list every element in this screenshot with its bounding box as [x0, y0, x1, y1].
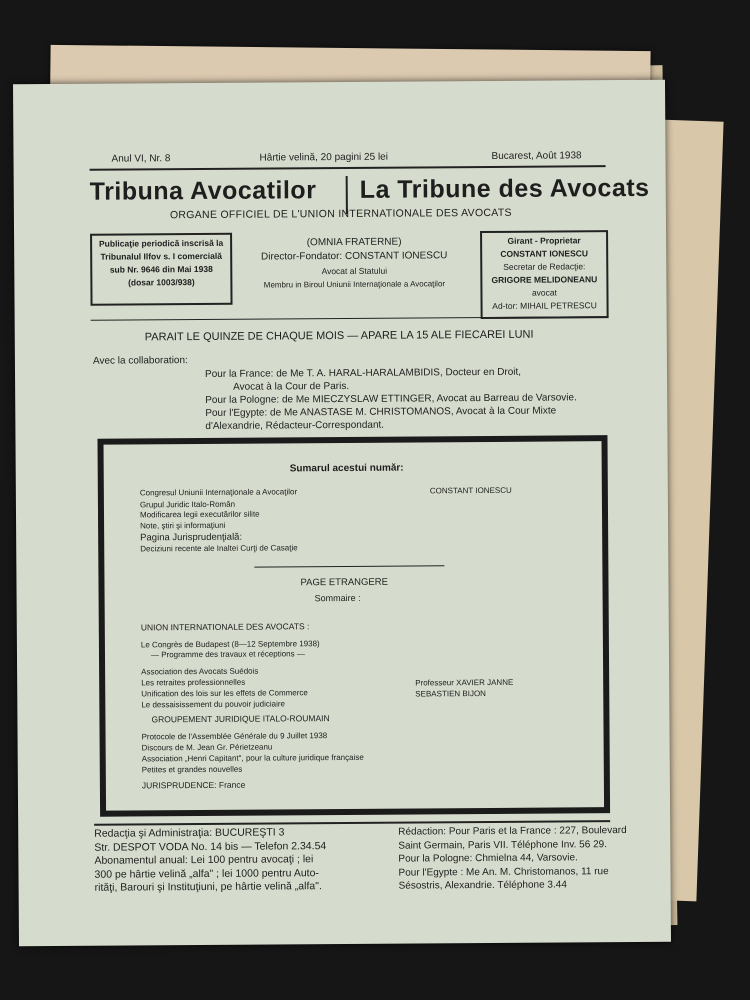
foreign-item: Discours de M. Jean Gr. Périetzeanu: [141, 742, 273, 753]
footer-line: Sésostris, Alexandrie. Téléphone 3.44: [398, 879, 567, 892]
place-date: Bucarest, Août 1938: [491, 150, 582, 162]
footer-left: [94, 826, 326, 895]
summary-author: CONSTANT IONESCU: [429, 485, 512, 496]
director: Director-Fondator: CONSTANT IONESCU: [261, 250, 448, 263]
collaboration-line: Pour l'Egypte: de Me ANASTASE M. CHRISTOMANOS, Avocat à la Cour Mixte: [205, 405, 557, 419]
management-box: [480, 230, 609, 319]
section-divider: [254, 565, 444, 567]
foreign-item: Unification des lois sur les effets de Commerce: [141, 688, 308, 699]
foreign-title: PAGE ETRANGERE: [300, 576, 388, 589]
contents-frame: [97, 435, 610, 817]
foreign-item: Le Congrès de Budapest (8—12 Septembre 1938): [140, 639, 320, 650]
footer-line: Pour la Pologne: Chmielna 44, Varsovie.: [398, 852, 578, 865]
footer-line: rităţi, Barouri şi Instituţiuni, pe hârtie velină „alfa".: [94, 880, 322, 894]
management-line: Secretar de Redacţie:: [503, 261, 586, 272]
foreign-item: Petites et grandes nouvelles: [141, 764, 243, 775]
registration-line: Tribunalul Ilfov s. I comercială: [100, 250, 222, 262]
summary-item: Congresul Uniunii Internaţionale a Avocaţilor: [139, 487, 298, 498]
footer-line: Pour l'Egypte : Me An. M. Christomanos, 11 rue: [398, 865, 609, 879]
management-line: Ad-tor: MIHAIL PETRESCU: [492, 300, 597, 311]
foreign-subtitle: Sommaire :: [314, 592, 361, 604]
foreign-item: Association „Henri Capitant", pour la culture juridique française: [141, 752, 364, 764]
registration-box: [90, 233, 232, 306]
footer-line: Saint Germain, Paris VII. Téléphone Inv. 56 29.: [398, 838, 607, 852]
foreign-section: UNION INTERNATIONALE DES AVOCATS :: [140, 621, 310, 633]
registration-line: sub Nr. 9646 din Mai 1938: [109, 263, 213, 275]
foreign-item: Association des Avocats Suédois: [141, 666, 259, 677]
motto: (OMNIA FRATERNE): [306, 236, 402, 249]
director-info: [242, 235, 466, 293]
registration-line: Publicaţie periodică inscrisă la: [98, 237, 224, 249]
title-french: La Tribune des Avocats: [359, 173, 650, 204]
foreign-item: — Programme des travaux et réceptions —: [150, 649, 305, 660]
title-romanian: Tribuna Avocatilor: [89, 176, 317, 206]
summary-item: Modificarea legii executărilor silite: [139, 509, 260, 520]
tagline: PARAIT LE QUINZE DE CHAQUE MOIS — APARE LA 15 ALE FIECAREI LUNI: [144, 328, 534, 344]
collaboration-line: Pour la France: de Me T. A. HARAL-HARALAMBIDIS, Docteur en Droit,: [204, 366, 522, 380]
summary-item: Deciziuni recente ale Inaltei Curţi de Casaţie: [140, 543, 298, 554]
issue-number: Anul VI, Nr. 8: [111, 153, 171, 165]
foreign-item: Les retraites professionnelles: [141, 677, 246, 688]
summary-title: Sumarul acestui număr:: [289, 462, 404, 475]
foreign-author: SEBASTIEN BIJON: [415, 688, 486, 699]
collaboration-line: d'Alexandrie, Rédacteur-Correspondant.: [205, 419, 385, 432]
footer-right: [398, 824, 627, 893]
collaboration-line: Pour la Pologne: de Me MIECZYSLAW ETTINGER, Avocat au Barreau de Varsovie.: [205, 392, 577, 406]
paper-price: Hârtie velină, 20 pagini 25 lei: [259, 151, 388, 164]
management-line: CONSTANT IONESCU: [500, 248, 589, 259]
registration-line: (dosar 1003/938): [128, 277, 195, 288]
management-line: GRIGORE MELIDONEANU: [491, 274, 598, 285]
subtitle: ORGANE OFFICIEL DE L'UNION INTERNATIONALE DES AVOCATS: [169, 206, 512, 222]
director-role: Avocat al Statului: [321, 265, 388, 277]
foreign-section: GROUPEMENT JURIDIQUE ITALO-ROUMAIN: [151, 713, 330, 725]
management-line: avocat: [531, 287, 558, 298]
footer-line: Rédaction: Pour Paris et la France : 227, Boulevard: [398, 825, 627, 838]
summary-item: Grupul Juridic Italo-Român: [139, 499, 236, 510]
jurisprudence: JURISPRUDENCE: France: [141, 779, 246, 791]
header-rule: [90, 165, 606, 171]
foreign-item: Protocole de l'Assemblée Générale du 9 Juillet 1938: [141, 731, 328, 742]
footer-line: Abonamentul anual: Lei 100 pentru avocaţi ; lei: [94, 853, 314, 867]
collaboration-line: Avocat à la Cour de Paris.: [233, 380, 350, 393]
footer-line: Redacţia şi Administraţia: BUCUREŞTI 3: [94, 826, 285, 840]
summary-item: Note, ştiri şi informaţiuni: [140, 520, 226, 531]
foreign-item: Le dessaisissement du pouvoir judiciaire: [141, 699, 286, 710]
management-line: Girant - Proprietar: [507, 235, 581, 246]
newspaper-front-page: [13, 80, 671, 947]
director-membership: Membru in Biroul Uniunii Internaţionale a Avocaţilor: [263, 279, 446, 290]
footer-line: Str. DESPOT VODA No. 14 bis — Telefon 2.34.54: [94, 839, 327, 854]
foreign-author: Professeur XAVIER JANNE: [415, 677, 514, 688]
footer-line: 300 pe hârtie velină „alfa" ; lei 1000 pentru Auto-: [94, 866, 319, 881]
collaboration-label: Avec la collaboration:: [92, 355, 188, 367]
summary-item: Pagina Jurisprudenţială:: [140, 531, 243, 544]
